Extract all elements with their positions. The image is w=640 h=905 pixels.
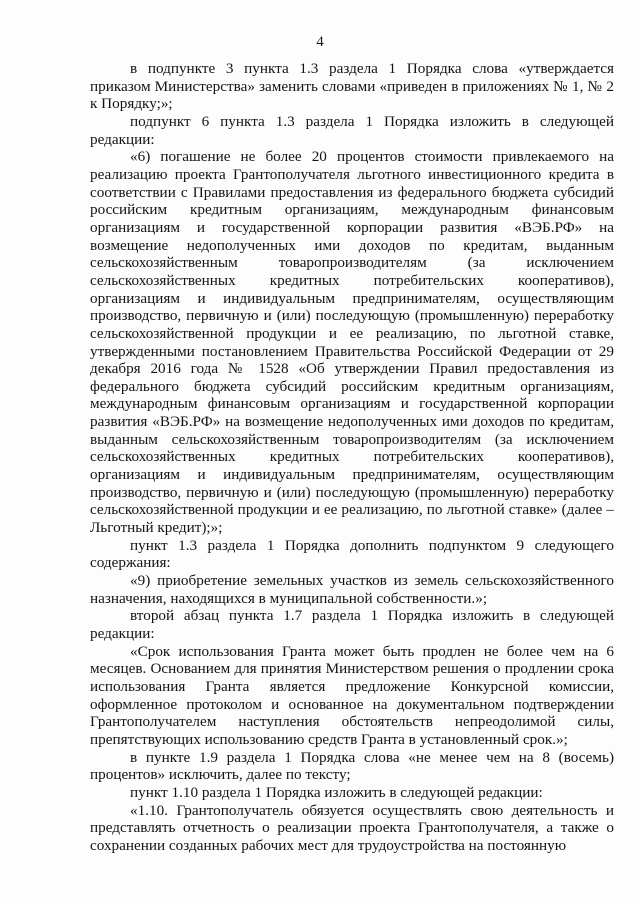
- paragraph-point-1-9: в пункте 1.9 раздела 1 Порядка слова «не менее чем на 8 (восемь) процентов» исключить, далее по тексту;: [90, 748, 614, 784]
- paragraph-add-subpoint-9: пункт 1.3 раздела 1 Порядка дополнить подпунктом 9 следующего содержания:: [90, 536, 614, 572]
- paragraph-point-1-10-text: «1.10. Грантополучатель обязуется осуществлять свою деятельность и представлять отчетность о реализации проекта Грантополучателя, а также о сохранении созданных рабочих мест для трудоустройства на постоянную: [90, 801, 614, 854]
- paragraph-subpoint-9-text: «9) приобретение земельных участков из земель сельскохозяйственного назначения, находящихся в муниципальной собственности.»;: [90, 572, 614, 607]
- paragraph-point-1-10-intro: пункт 1.10 раздела 1 Порядка изложить в следующей редакции:: [130, 783, 543, 801]
- paragraph-point-1-7-text: «Срок использования Гранта может быть продлен не более чем на 6 месяцев. Основанием для принятия Министерством решения о продлении срока использования Гранта является предложение Конкурсной комиссии, оформленное протоколом и основанное на документальном подтверждении Грантополучателем наступления обстоятельств непреодолимой силы, препятствующих использованию средств Гранта в установленный срок.»;: [90, 642, 614, 748]
- page-number: 4: [316, 34, 324, 50]
- paragraph-amend-subpoint-3: в подпункте 3 пункта 1.3 раздела 1 Порядка слова «утверждается приказом Министерства» заменить словами «приведен в приложениях № 1, № 2 к Порядку;»;: [90, 60, 614, 113]
- paragraph-subpoint-6-intro: подпункт 6 пункта 1.3 раздела 1 Порядка изложить в следующей редакции:: [90, 112, 614, 148]
- paragraph-point-1-7-intro: второй абзац пункта 1.7 раздела 1 Порядка изложить в следующей редакции:: [90, 607, 614, 642]
- paragraph-subpoint-6-text: «6) погашение не более 20 процентов стоимости привлекаемого на реализацию проекта Грантополучателя льготного инвестиционного кредита в соответствии с Правилами предоставления из федерального бюджета субсидий российским кредитным организациям, международным финансовым организациям и государственной корпорации развития «ВЭБ.РФ» на возмещение недополученных ими доходов по кредитам, выданным сельскохозяйственным товаропроизводителям (за исключением сельскохозяйственных кредитных потребительских кооперативов), организациям и индивидуальным предпринимателям, осуществляющим производство, первичную и (или) последующую (промышленную) переработку сельскохозяйственной продукции и ее реализацию, по льготной ставке, утвержденными постановлением Правительства Российской Федерации от 29 декабря 2016 года № 1528 «Об утверждении Правил предоставления из федерального бюджета субсидий российским кредитным организациям, международным финансовым организациям и государственной корпорации развития «ВЭБ.РФ» на возмещение недополученных ими доходов по кредитам, выданным сельскохозяйственным товаропроизводителям (за исключением сельскохозяйственных кредитных потребительских кооперативов), организациям и индивидуальным предпринимателям, осуществляющим производство, первичную и (или) последующую (промышленную) переработку сельскохозяйственной продукции и ее реализацию, по льготной ставке» (далее – Льготный кредит);»;: [90, 148, 614, 537]
- document-body: [90, 60, 614, 855]
